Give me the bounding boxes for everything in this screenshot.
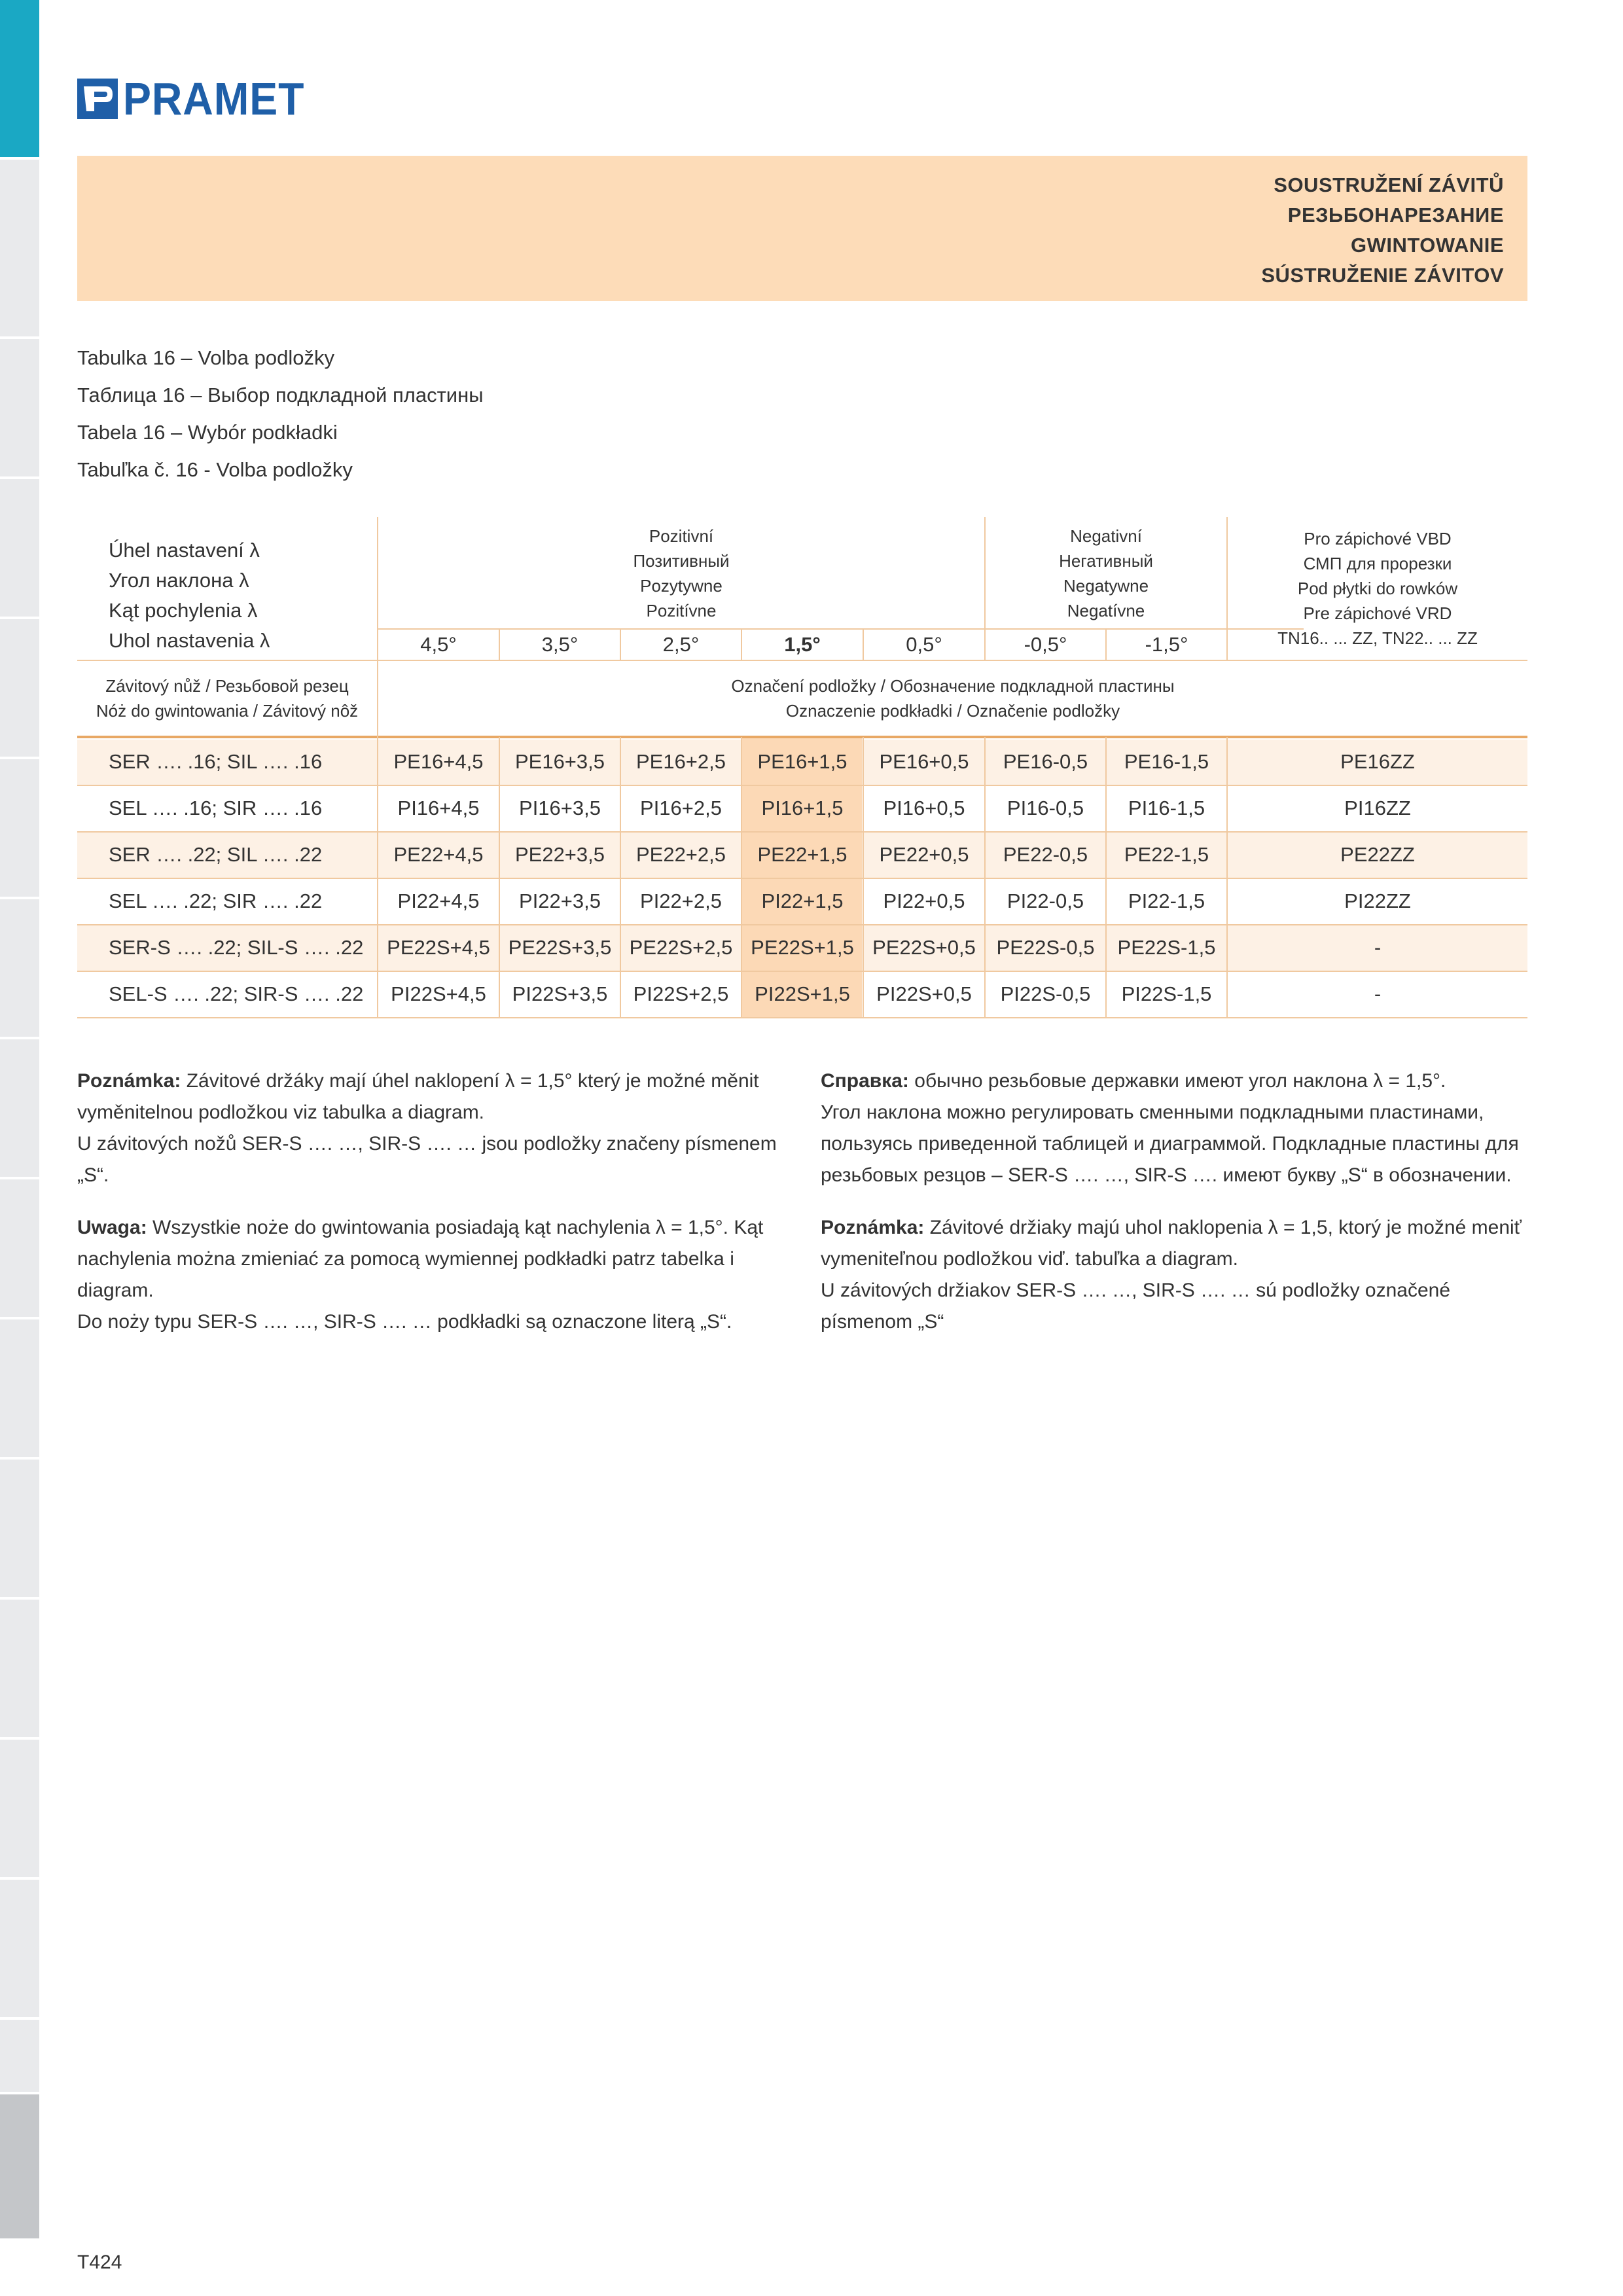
side-tab[interactable] bbox=[0, 479, 39, 619]
table-row-holder: SEL-S …. .22; SIR-S …. .22 bbox=[109, 982, 364, 1005]
table-cell: PI22-1,5 bbox=[1128, 889, 1205, 912]
angle-header: 1,5° bbox=[784, 633, 821, 656]
side-tab[interactable] bbox=[0, 619, 39, 759]
table-cell: PE22+4,5 bbox=[393, 842, 484, 866]
table-cell: PI22+3,5 bbox=[519, 889, 601, 912]
section-title-cz: SOUSTRUŽENÍ ZÁVITŮ bbox=[1274, 173, 1504, 196]
angle-label bbox=[109, 535, 370, 653]
table-cell: PI16+3,5 bbox=[519, 796, 601, 819]
brand-name: PRAMET bbox=[123, 73, 305, 124]
angle-header: 0,5° bbox=[906, 633, 942, 656]
table-row-holder: SEL …. .22; SIR …. .22 bbox=[109, 889, 323, 912]
table-cell: PI22S+3,5 bbox=[512, 982, 608, 1005]
table-cell-grooving: - bbox=[1374, 982, 1382, 1005]
side-tab[interactable] bbox=[0, 899, 39, 1039]
table-cell: PE22S-0,5 bbox=[996, 935, 1095, 959]
table-cell: PI22S-1,5 bbox=[1121, 982, 1212, 1005]
section-title-pl: GWINTOWANIE bbox=[1351, 234, 1504, 257]
pramet-logo bbox=[77, 73, 321, 124]
table-cell: PE22+2,5 bbox=[635, 842, 726, 866]
table-cell: PI16-1,5 bbox=[1128, 796, 1205, 819]
table-cell: PI22+4,5 bbox=[397, 889, 480, 912]
page-number: T424 bbox=[77, 2251, 122, 2273]
side-tab[interactable] bbox=[0, 2094, 39, 2241]
table-cell: PI22S+2,5 bbox=[633, 982, 729, 1005]
divider bbox=[77, 660, 1527, 661]
table-cell: PI22+1,5 bbox=[761, 889, 844, 912]
table-cell-grooving: PE22ZZ bbox=[1340, 842, 1415, 866]
caption-ru: Таблица 16 – Выбор подкладной пластины bbox=[77, 384, 484, 406]
note-label: Poznámka: bbox=[821, 1217, 925, 1238]
note-ru: Справка: обычно резьбовые державки имеют угол наклона λ = 1,5°. Угол наклона можно регулировать сменными подкладными пластинами, пользуясь приведенной таблицей и диаграммой. Подкладные пластины для резьбовых резцов – SER-S …. …, SIR-S …. имеют букву „S“ в обозначении. bbox=[821, 1070, 1519, 1186]
table-cell: PI22S-0,5 bbox=[1000, 982, 1091, 1005]
table-cell: PE16+1,5 bbox=[757, 749, 847, 773]
side-tab[interactable] bbox=[0, 1740, 39, 1880]
section-title-sk: SÚSTRUŽENIE ZÁVITOV bbox=[1261, 264, 1504, 287]
divider bbox=[77, 1017, 1527, 1018]
note-cz: Poznámka: Závitové držáky mají úhel naklopení λ = 1,5° který je možné měnit vyměnitelnou podložkou viz tabulka a diagram. U závitových nožů SER-S …. …, SIR-S …. … jsou podložky značeny písmenem „S“. bbox=[77, 1070, 777, 1186]
table-cell: PI22+0,5 bbox=[883, 889, 965, 912]
angle-label-cz: Úhel nastavení λ bbox=[109, 539, 260, 562]
side-tab-active[interactable] bbox=[0, 0, 39, 160]
table-cell: PI22S+4,5 bbox=[391, 982, 486, 1005]
side-tab[interactable] bbox=[0, 160, 39, 339]
table-cell: PE16-0,5 bbox=[1003, 749, 1088, 773]
positive-group-header: Pozitivní Позитивный Pozytywne Pozitívne bbox=[633, 526, 730, 620]
grooving-group-header: Pro zápichové VBD СМП для прорезки Pod płytki do rowków Pre zápichové VRD TN16.. ... ZZ, TN22.. ... ZZ bbox=[1277, 529, 1478, 648]
table-cell: PE22S+2,5 bbox=[629, 935, 733, 959]
pramet-logo-icon bbox=[77, 79, 118, 119]
table-cell: PE16+2,5 bbox=[635, 749, 726, 773]
table-cell: PI16+4,5 bbox=[397, 796, 480, 819]
table-cell: PE22-1,5 bbox=[1124, 842, 1209, 866]
negative-group-header: Negativní Негативный Negatywne Negatívne bbox=[1059, 526, 1153, 620]
note-label: Poznámka: bbox=[77, 1070, 181, 1092]
angle-label-pl: Kąt pochylenia λ bbox=[109, 599, 258, 622]
header-band bbox=[77, 156, 1527, 301]
table-cell: PE22S+3,5 bbox=[508, 935, 612, 959]
table-cell: PI16+1,5 bbox=[761, 796, 844, 819]
table-row-holder: SER-S …. .22; SIL-S …. .22 bbox=[109, 935, 364, 959]
angle-header: 4,5° bbox=[420, 633, 457, 656]
note-sk: Poznámka: Závitové držiaky majú uhol naklopenia λ = 1,5, ktorý je možné meniť vymeniteľnou podložkou viď. tabuľka a diagram. U závitových držiakov SER-S …. …, SIR-S …. … sú podložky označené písmenom „S“ bbox=[821, 1217, 1522, 1333]
section-titles bbox=[1261, 170, 1504, 291]
table-cell: PI16+0,5 bbox=[883, 796, 965, 819]
table-row-holder: SEL …. .16; SIR …. .16 bbox=[109, 796, 323, 819]
table-cell: PI22S+0,5 bbox=[876, 982, 972, 1005]
table-cell: PE22S+0,5 bbox=[872, 935, 976, 959]
note-pl: Uwaga: Wszystkie noże do gwintowania posiadają kąt nachylenia λ = 1,5°. Kąt nachylenia można zmieniać za pomocą wymiennej podkładki patrz tabelka i diagram. Do noży typu SER-S …. …, SIR-S …. … podkładki są oznaczone literą „S“. bbox=[77, 1217, 764, 1333]
table-cell: PI16+2,5 bbox=[640, 796, 722, 819]
side-tab[interactable] bbox=[0, 1039, 39, 1179]
section-title-ru: РЕЗЬБОНАРЕЗАНИЕ bbox=[1287, 204, 1504, 226]
table-cell: PE16+4,5 bbox=[393, 749, 484, 773]
caption-pl: Tabela 16 – Wybór podkładki bbox=[77, 421, 338, 444]
side-tabs bbox=[0, 0, 39, 2238]
table-cell: PE22-0,5 bbox=[1003, 842, 1088, 866]
table-cell: PE16+0,5 bbox=[879, 749, 969, 773]
note-label: Справка: bbox=[821, 1070, 909, 1092]
angle-header: -1,5° bbox=[1145, 633, 1188, 656]
table-cell: PE22S-1,5 bbox=[1117, 935, 1216, 959]
caption-cz: Tabulka 16 – Volba podložky bbox=[77, 346, 334, 369]
table-cell: PE16+3,5 bbox=[514, 749, 605, 773]
table-cell-grooving: PI16ZZ bbox=[1344, 796, 1411, 819]
side-tab[interactable] bbox=[0, 1880, 39, 2020]
table-cell: PE22S+1,5 bbox=[751, 935, 854, 959]
angle-header: 2,5° bbox=[662, 633, 700, 656]
angle-label-ru: Угол наклона λ bbox=[109, 569, 249, 592]
side-tab[interactable] bbox=[0, 1319, 39, 1460]
table-cell: PI22S+1,5 bbox=[755, 982, 850, 1005]
side-tab[interactable] bbox=[0, 339, 39, 479]
table-captions bbox=[77, 339, 484, 488]
caption-sk: Tabuľka č. 16 - Volba podložky bbox=[77, 458, 353, 481]
shim-selection-table bbox=[77, 517, 1527, 1021]
side-tab[interactable] bbox=[0, 2020, 39, 2094]
table-cell: PI22-0,5 bbox=[1007, 889, 1084, 912]
side-tab[interactable] bbox=[0, 1179, 39, 1319]
table-cell: PE22+0,5 bbox=[879, 842, 969, 866]
table-cell: PE16-1,5 bbox=[1124, 749, 1209, 773]
table-cell: PE22S+4,5 bbox=[387, 935, 490, 959]
table-row-holder: SER …. .22; SIL …. .22 bbox=[109, 842, 323, 866]
shim-label: Označení podložky / Обозначение подкладной пластины Oznaczenie podkładki / Označenie podložky bbox=[731, 676, 1175, 721]
table-cell-grooving: PI22ZZ bbox=[1344, 889, 1411, 912]
table-cell: PE22+1,5 bbox=[757, 842, 847, 866]
side-tab[interactable] bbox=[0, 1600, 39, 1740]
side-tab[interactable] bbox=[0, 1460, 39, 1600]
table-cell: PE22+3,5 bbox=[514, 842, 605, 866]
angle-header: -0,5° bbox=[1024, 633, 1067, 656]
holder-label: Závitový nůž / Резьбовой резец Nóż do gwintowania / Závitový nôž bbox=[96, 676, 359, 721]
side-tab[interactable] bbox=[0, 759, 39, 899]
angle-header: 3,5° bbox=[541, 633, 579, 656]
table-cell-grooving: PE16ZZ bbox=[1340, 749, 1415, 773]
angle-label-sk: Uhol nastavenia λ bbox=[109, 629, 270, 652]
table-cell: PI22+2,5 bbox=[640, 889, 722, 912]
table-cell-grooving: - bbox=[1374, 935, 1382, 959]
table-row-holder: SER …. .16; SIL …. .16 bbox=[109, 749, 323, 773]
table-cell: PI16-0,5 bbox=[1007, 796, 1084, 819]
note-label: Uwaga: bbox=[77, 1217, 147, 1238]
